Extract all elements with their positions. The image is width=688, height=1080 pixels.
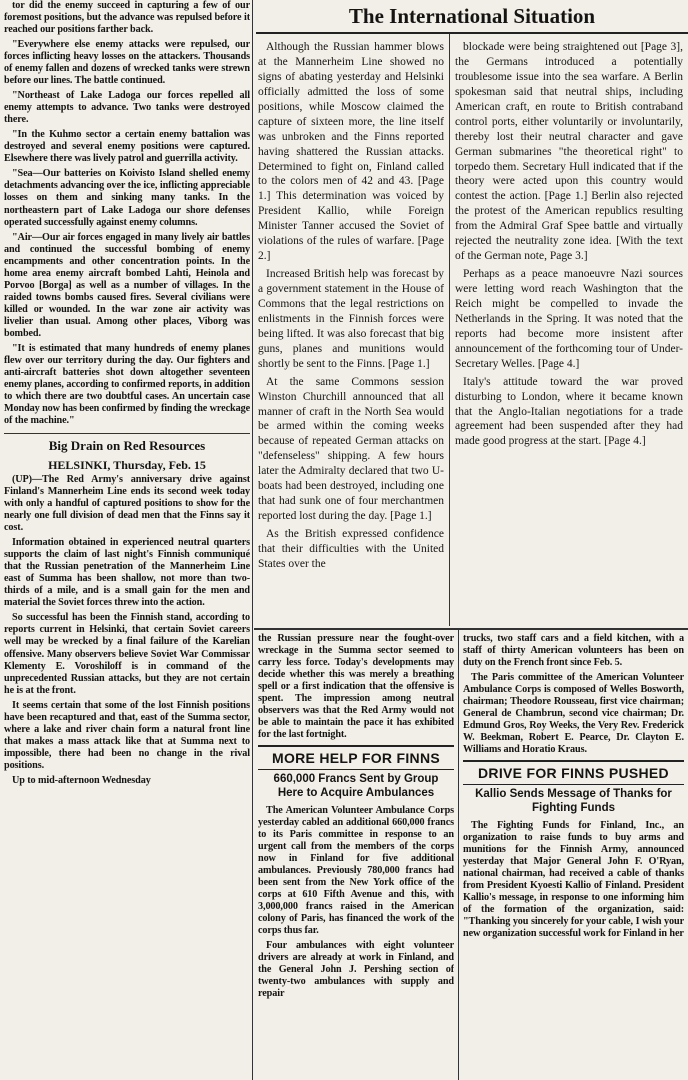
paragraph: tor did the enemy succeed in capturing a few of our foremost positions, but the advance was repulsed before it reached our positions farther back. (4, 0, 250, 36)
paragraph: blockade were being straightened out [Page 3], the Germans introduced a potentially troublesome issue into the sea warfare. A Berlin spokesman said that neutral ships, including American craft, en route to British contraband control ports, either voluntarily or involuntarily, thereby lost their neutral character and gave German submarines "the theoretical right" to torpedo them. Secretary Hull indicated that if the theory were acted upon this country would contest the action. [Page 1.] Berlin also rejected the protest of the American republics resulting from the Admiral Graf Spee battle and virtually rejected the neutrality zone idea. [With the text of the German note, Page 3.] (455, 41, 683, 263)
paragraph: It seems certain that some of the lost Finnish positions have been recaptured and that, east of the Summa sector, where a lake and river chain form a natural front line that makes a mass attack like that at Summa next to impossible, there had been no change in the rival positions. (4, 699, 250, 771)
subheadline-ambulances: 660,000 Francs Sent by Group Here to Acquire Ambulances (273, 773, 439, 800)
column-rule (252, 0, 253, 1080)
paragraph: Perhaps as a peace manoeuvre Nazi sources were letting word reach Washington that the Reich might be compelled to invade the Netherlands in the Spring. It was noted that the reports had become more insistent after announcement of the forthcoming tour of Under-Secretary Welles. [Page 4.] (455, 268, 683, 370)
paragraph: "It is estimated that many hundreds of enemy planes flew over our territory during the day. Our fighters and anti-aircraft batteries shot down altogether seventeen enemy planes, according to confirmed reports, in addition to which there are two doubtful cases. An uncertain case Monday now has been confirmed by finding the wreckage of the machine." (4, 342, 250, 427)
paragraph: Increased British help was forecast by a government statement in the House of Commons that the legal restrictions on enlistments in the Finnish forces were being lifted. It was also forecast that big guns, planes and munitions would shortly be sent to the Finns. [Page 1.] (258, 268, 444, 370)
paragraph: (UP)—The Red Army's anniversary drive against Finland's Mannerheim Line ends its second week today with only a handful of captured positions to show for the nearly one full division of dead men that the Finns say it cost. (4, 474, 250, 534)
section-masthead: The International Situation (256, 0, 688, 34)
paragraph: At the same Commons session Winston Churchill announced that all manner of craft in the North Sea would be armed within the coming weeks because of repeated German attacks on "defenseless" shipping. A few hours later the Admiralty declared that two U-boats had been destroyed, including one that had sunk one of four merchantmen reported lost during the day. [Page 1.] (258, 375, 444, 523)
headline-big-drain: Big Drain on Red Resources (4, 433, 250, 454)
paragraph: The American Volunteer Ambulance Corps yesterday cabled an additional 660,000 francs to its Paris committee in response to an urgent call from the members of the corps now in Finland for five additional ambulances. Previously 780,000 francs had been sent from the New York office of the corps at 610 Fifth Avenue and this, with 3,000,000 francs raised in the American colony of Paris, has financed the work of the corps thus far. (258, 804, 454, 937)
paragraph: Although the Russian hammer blows at the Mannerheim Line showed no signs of abating yesterday and Helsinki officially admitted the loss of some positions, while Moscow claimed the capture of sixteen more, the line itself was unbroken and the Finns reported having shattered the Russian attacks. Determined to fight on, Finland called to the colors men of 42 and 43. [Page 1.] This determination was voiced by President Kallio, while Foreign Minister Tanner accused the Soviet of violations of the rules of warfare. [Page 2.] (258, 41, 444, 263)
article-red-resources (4, 474, 250, 787)
paragraph: So successful has been the Finnish stand, according to reports current in Helsinki, that certain Soviet careers well may be wrecked by a final failure of the Karelian offensive. Many observers believe Soviet War Commissar Klementy E. Voroshiloff is in command of the unprecedented Russian attacks, but they are not certain he is at the front. (4, 612, 250, 696)
paragraph: Four ambulances with eight volunteer drivers are already at work in Finland, and the General John J. Pershing section of twenty-two ambulances with supply and repair (258, 940, 454, 1000)
paragraph: As the British expressed confidence that their difficulties with the United States over the (258, 528, 444, 570)
article-war-communique (4, 0, 250, 427)
paragraph: trucks, two staff cars and a field kitchen, with a staff of thirty American volunteers has been on duty on the French front since Feb. 5. (463, 633, 684, 669)
column-middle-summary (258, 40, 444, 625)
paragraph: "Air—Our air forces engaged in many lively air battles and continued the successful bombing of enemy encampments and other concentration points. In the home area enemy aircraft bombed Lahti, Heinola and Porvoo [Borga] as well as a number of villages. In the raided towns bombs caused fires. Several civilians were killed or wounded. In the war zone air activity was livelier than usual. Among other places, Viborg was bombed. (4, 231, 250, 339)
column-middle-bottom (258, 633, 454, 1080)
column-right-bottom (463, 633, 684, 1080)
section-divider (254, 628, 688, 630)
paragraph: Information obtained in experienced neutral quarters supports the claim of last night's Finnish communiqué that the Russian penetration of the Mannerheim Line east of Summa has been shallow, not more than two-thirds of a mile, and is a small gain for the men and material the Soviet forces threw into the action. (4, 537, 250, 609)
paragraph: the Russian pressure near the fought-over wreckage in the Summa sector seemed to carry less force. Today's developments may decide whether this was merely a breathing spell or a first indication that the offensive is spent. The impression among neutral observers was that the Red Army would not be able to maintain the pace it has exhibited for the last fortnight. (258, 633, 454, 741)
paragraph: Up to mid-afternoon Wednesday (12, 774, 151, 786)
headline-drive-for-finns: DRIVE FOR FINNS PUSHED (463, 760, 684, 785)
paragraph: "In the Kuhmo sector a certain enemy battalion was destroyed and several enemy positions were captured. Elsewhere there was lively patrol and guerrilla activity. (4, 129, 250, 165)
paragraph: The Paris committee of the American Volunteer Ambulance Corps is composed of Welles Bosworth, chairman; Theodore Rousseau, first vice chairman; General de Chambrun, second vice chairman; Dr. Edmund Gros, Roy Weeks, the Very Rev. Frederick W. Beekman, Robert E. Pearce, Dr. Clayton E. Williams and Horatio Kraus. (463, 672, 684, 756)
dateline: HELSINKI, Thursday, Feb. 15 (48, 458, 206, 473)
paragraph: "Everywhere else enemy attacks were repulsed, our forces inflicting heavy losses on the attackers. Thousands of enemy fallen and dozens of wrecked tanks were strewn before our lines. The battle continued. (4, 39, 250, 87)
headline-more-help: MORE HELP FOR FINNS (258, 745, 454, 770)
paragraph: "Sea—Our batteries on Koivisto Island shelled enemy detachments advancing over the ice, inflicting appreciable losses on them and sinking many tanks. In the northeastern part of Lake Ladoga our shore defenses operated successfully against enemy columns. (4, 168, 250, 228)
paragraph: The Fighting Funds for Finland, Inc., an organization to raise funds to buy arms and munitions for the Finnish Army, announced yesterday that Major General John F. O'Ryan, national chairman, had received a cable of thanks from President Kyoesti Kallio of Finland. President Kallio's message, in response to one informing him of the formation of the organization, said: "Thanking you sincerely for your cable, I wish your new organization successful work for Finland in her (463, 819, 684, 940)
column-rule (449, 34, 450, 626)
column-right-summary (455, 40, 683, 625)
column-rule (458, 630, 459, 1080)
column-left (4, 0, 250, 1080)
paragraph: Italy's attitude toward the war proved disturbing to London, where it became known that the Anglo-Italian negotiations for a trade agreement had been suspended after they had made good progress at the start. [Page 4.] (455, 375, 683, 448)
subheadline-kallio: Kallio Sends Message of Thanks for Fighting Funds (475, 788, 672, 815)
paragraph: "Northeast of Lake Ladoga our forces repelled all enemy attempts to advance. Two tanks were destroyed there. (4, 90, 250, 126)
